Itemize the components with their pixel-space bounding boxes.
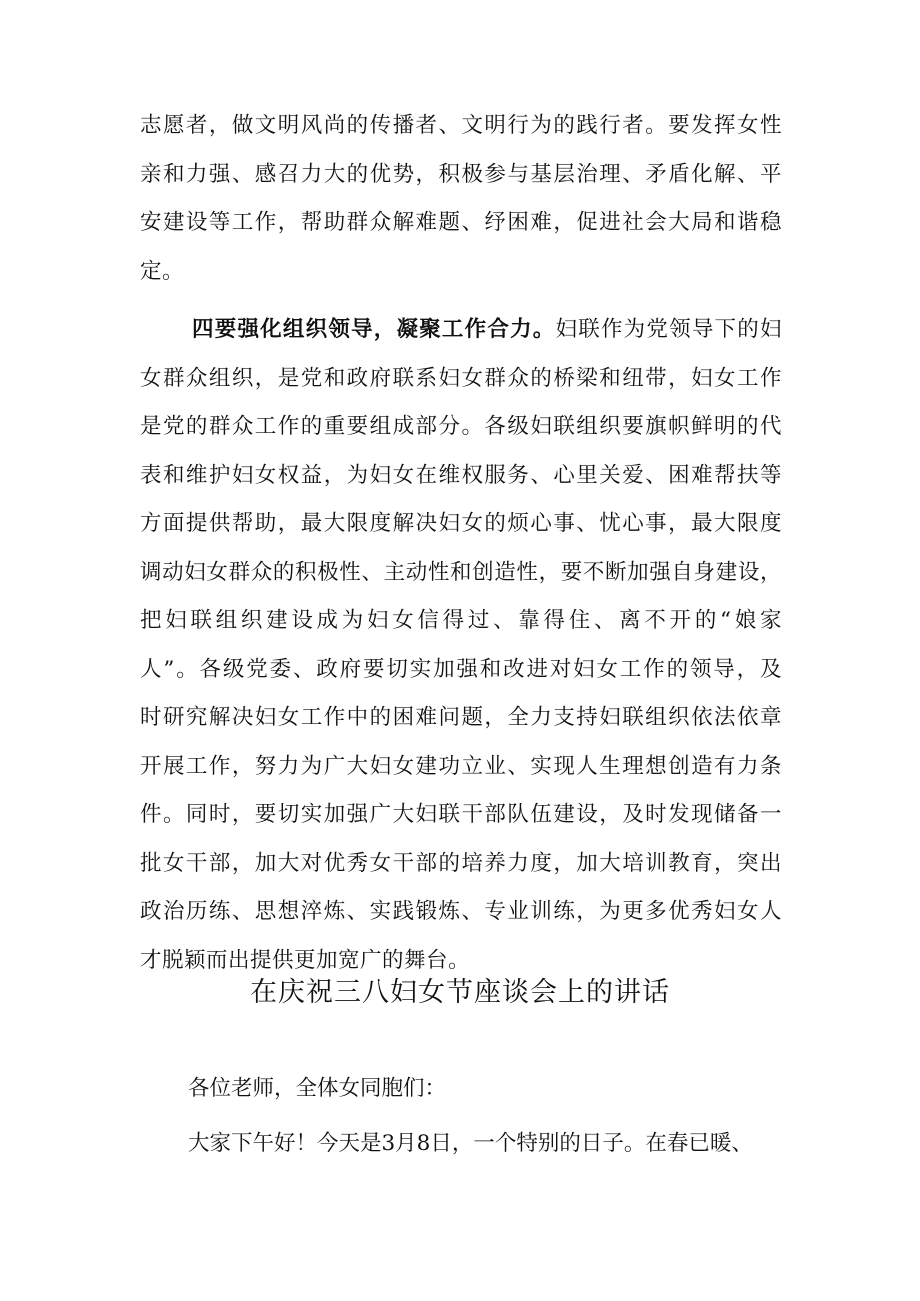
paragraph-organization-leadership xyxy=(140,306,782,985)
text-line: 才脱颖而出提供更加宽广的舞台。 xyxy=(140,947,471,973)
text-line: 女群众组织，是党和政府联系妇女群众的桥梁和纽带，妇女工作 xyxy=(140,365,782,391)
text-line: 政治历练、思想淬炼、实践锻炼、专业训练，为更多优秀妇女人 xyxy=(140,899,782,924)
text-line: 安建设等工作，帮助群众解难题、纾困难，促进社会大局和谐稳 xyxy=(140,210,782,235)
salutation: 各位老师，全体女同胞们： xyxy=(188,1076,447,1101)
document-title: 在庆祝三八妇女节座谈会上的讲话 xyxy=(250,977,670,1008)
text-line: 是党的群众工作的重要组成部分。各级妇联组织要旗帜鲜明的代 xyxy=(140,414,782,439)
text-line: 时研究解决妇女工作中的困难问题，全力支持妇联组织依法依章 xyxy=(140,705,782,730)
text-line: 表和维护妇女权益，为妇女在维权服务、心里关爱、困难帮扶等 xyxy=(140,462,782,488)
text-line: 批女干部，加大对优秀女干部的培养力度，加大培训教育，突出 xyxy=(140,850,782,876)
opening-paragraph: 大家下午好！今天是3月8日，一个特别的日子。在春已暖、 xyxy=(188,1131,753,1156)
text-line: 把妇联组织建设成为妇女信得过、靠得住、离不开的“娘家 xyxy=(140,608,782,633)
text-line xyxy=(140,306,782,355)
section-heading: 四要强化组织领导，凝聚工作合力。 xyxy=(192,317,556,342)
text-line: 调动妇女群众的积极性、主动性和创造性，要不断加强自身建设， xyxy=(140,559,782,585)
text-line: 开展工作，努力为广大妇女建功立业、实现人生理想创造有力条 xyxy=(140,753,782,779)
text-line: 人”。各级党委、政府要切实加强和改进对妇女工作的领导，及 xyxy=(140,656,782,682)
text-line: 亲和力强、感召力大的优势，积极参与基层治理、矛盾化解、平 xyxy=(140,161,782,187)
text-line: 方面提供帮助，最大限度解决妇女的烦心事、忧心事，最大限度 xyxy=(140,511,782,536)
text-line: 定。 xyxy=(140,258,185,284)
text-line: 件。同时，要切实加强广大妇联干部队伍建设，及时发现储备一 xyxy=(140,802,782,827)
text-line: 志愿者，做文明风尚的传播者、文明行为的践行者。要发挥女性 xyxy=(140,113,782,138)
text-run: 妇联作为党领导下的妇 xyxy=(555,317,782,342)
paragraph-volunteer xyxy=(140,102,782,296)
